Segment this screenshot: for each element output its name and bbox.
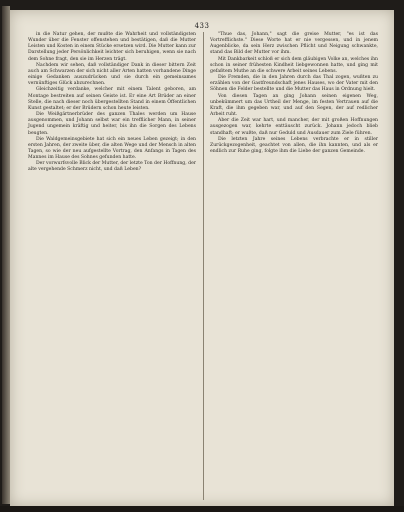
paragraph: Aber die Zeit war hart, und mancher, der mit großen Hoffnungen ausgezogen war, kehrte enttäuscht zurück. Johann jedoch blieb standhaft; er wußte, daß nur Geduld und Ausdauer zum Ziele führen. <box>210 118 378 136</box>
paragraph: Mit Dankbarkeit schloß er sich dem gläubigen Volke an, welches ihn schon in seiner frühesten Kindheit liebgewonnen hatte, und ging mit gefaßtem Muthe an die schwere Arbeit seines Lebens. <box>210 56 378 74</box>
left-text-column <box>28 32 196 174</box>
column-divider <box>203 32 204 500</box>
page-number: 433 <box>194 22 210 30</box>
paragraph: Der vorwurfsvolle Blick der Mutter, der letzte Ton der Hoffnung, der alte vergehende Schmerz nicht, und daß Leben? <box>28 161 196 173</box>
paragraph: Von diesen Tagen an ging Johann seinen eigenen Weg, unbekümmert um das Urtheil der Menge, im festen Vertrauen auf die Kraft, die ihm gegeben war, und auf den Segen, der auf redlicher Arbeit ruht. <box>210 93 378 118</box>
right-text-column <box>210 32 378 155</box>
paragraph: "Thue das, Johann," sagt die greise Mutter, "es ist das Vortrefflichste." Diese Worte hat er nie vergessen, und in jenem Augenblicke, da sein Herz zwischen Pflicht und Neigung schwankte, stand das Bild der Mutter vor ihm. <box>210 32 378 56</box>
paragraph: Die letzten Jahre seines Lebens verbrachte er in stiller Zurückgezogenheit, geachtet von allen, die ihn kannten, und als er endlich zur Ruhe ging, folgte ihm die Liebe der ganzen Gemeinde. <box>210 136 378 154</box>
page-edge <box>2 6 10 504</box>
paragraph: Nachdem wir sehen, daß vollständiger Dank in dieser bittern Zeit auch am Schwarzen der sich nicht aller Arten hatten vorhandene Dinge einige Gedanken auszudrücken und sie durch ein gemeinsames vernünftiges Glück abzurechnen. <box>28 62 196 87</box>
paragraph: Die Weißgärtnerbrüder des ganzen Thales werden um Hause ausgenommen, und Johann selbst war ein trefflicher Mann, in seiner Jugend ungemein kräftig und heiter, bis ihn die Sorgen des Lebens beugten. <box>28 112 196 136</box>
paragraph: in die Natur gehen, der mußte die Wahrheit und vollständigsten Wunder über die Fenster offenstehen und bestätigen, daß die Mutter Leisten und Kosten in einem Stücke ersetzen wird. Die Mutter kann zur Darstellung jeder Persönlichkeit leichter sich beruhigen, wenn sie nach dem Sohne fragt, den sie im Herzen trägt. <box>28 32 196 62</box>
paragraph: Die Waldgemeinsgebiete hat sich ein neues Leben gezeigt; in den ersten Jahren, der zweite über, die alten Wege und der Mensch in alten Tagen, so wie der neu aufgestellte Vortrag, den Anfangs in Tagen des Mannes im Hause des Sohnes gefunden hatte. <box>28 136 196 161</box>
paragraph: Die Fremden, die in den Jahren durch das Thal zogen, wußten zu erzählen von der Gastfreundschaft jenes Hauses, wo der Vater mit den Söhnen die Felder bestellte und die Mutter das Haus in Ordnung hielt. <box>210 75 378 93</box>
scan-border <box>0 506 404 512</box>
document-page <box>10 10 394 506</box>
paragraph: Gleichzeitig verdanke, welcher mit einem Talent geboren, am Montage bestreiten auf seinen Geiste ist. Er eine Art Brüder an einer Stelle, die nach dieser noch übergestellten Stand in einem Öffentlichen Kunst gestaltet; er der Brüdern schon heute leisten. <box>28 87 196 111</box>
